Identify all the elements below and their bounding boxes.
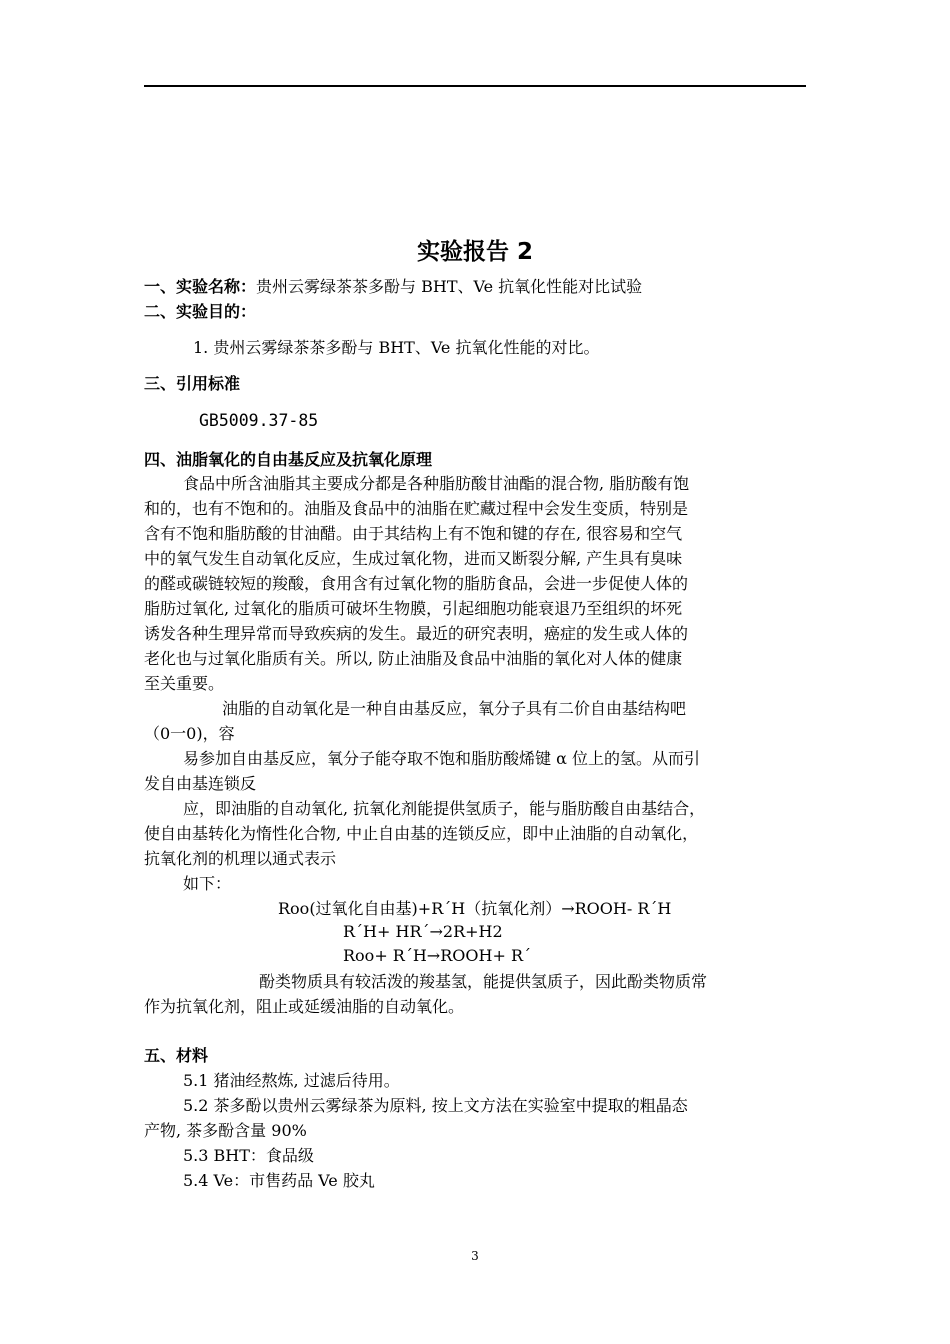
page-number: 3	[471, 1249, 479, 1263]
paragraph-2-line: 使自由基转化为惰性化合物, 中止自由基的连锁反应，即中止油脂的自动氧化，	[144, 824, 699, 843]
standard-code: GB5009.37-85	[199, 411, 319, 430]
material-item: 5.2 茶多酚以贵州云雾绿茶为原料, 按上文方法在实验室中提取的粗晶态	[183, 1096, 688, 1115]
section-5-heading: 五、材料	[144, 1046, 209, 1065]
section-1-heading: 一、实验名称：	[144, 277, 257, 296]
paragraph-1-line: 的醛或碳链较短的羧酸，食用含有过氧化物的脂肪食品，会进一步促使人体的	[144, 574, 689, 593]
formula-line: Roo(过氧化自由基)+R´H（抗氧化剂）→ROOH- R´H	[278, 899, 672, 918]
material-item: 5.4 Ve：市售药品 Ve 胶丸	[183, 1171, 375, 1190]
paragraph-1-line: 脂肪过氧化, 过氧化的脂质可破坏生物膜，引起细胞功能衰退乃至组织的坏死	[144, 599, 683, 618]
header-rule	[144, 85, 806, 87]
material-item: 产物, 茶多酚含量 90%	[144, 1121, 307, 1140]
paragraph-2-line: 油脂的自动氧化是一种自由基反应，氧分子具有二价自由基结构吧	[222, 699, 687, 718]
paragraph-1-line: 老化也与过氧化脂质有关。所以, 防止油脂及食品中油脂的氧化对人体的健康	[144, 649, 683, 668]
paragraph-1-line: 诱发各种生理异常而导致疾病的发生。最近的研究表明，癌症的发生或人体的	[144, 624, 689, 643]
paragraph-1-line: 至关重要。	[144, 674, 225, 693]
paragraph-2-line: 应，即油脂的自动氧化, 抗氧化剂能提供氢质子，能与脂肪酸自由基结合，	[183, 799, 706, 818]
paragraph-2-line: 抗氧化剂的机理以通式表示	[144, 849, 337, 868]
section-1-line	[144, 276, 642, 298]
formula-line: R´H+ HR´→2R+H2	[343, 922, 503, 941]
paragraph-1-line: 食品中所含油脂其主要成分都是各种脂肪酸甘油酯的混合物, 脂肪酸有饱	[183, 474, 690, 493]
paragraph-2-line: 发自由基连锁反	[144, 774, 257, 793]
section-4-heading: 四、油脂氧化的自由基反应及抗氧化原理	[144, 450, 433, 469]
material-item: 5.1 猪油经熬炼, 过滤后待用。	[183, 1071, 400, 1090]
paragraph-1-line: 中的氧气发生自动氧化反应，生成过氧化物，进而又断裂分解, 产生具有臭味	[144, 549, 683, 568]
section-2-heading: 二、实验目的：	[144, 302, 257, 321]
paragraph-2-line: （0一0)，容	[144, 724, 235, 743]
paragraph-2-line: 如下：	[183, 874, 232, 893]
section-2-item: 1. 贵州云雾绿茶茶多酚与 BHT、Ve 抗氧化性能的对比。	[193, 338, 600, 357]
paragraph-1-line: 含有不饱和脂肪酸的甘油醋。由于其结构上有不饱和键的存在, 很容易和空气	[144, 524, 683, 543]
formula-line: Roo+ R´H→ROOH+ R´	[343, 946, 531, 965]
paragraph-1-line: 和的，也有不饱和的。油脂及食品中的油脂在贮藏过程中会发生变质，特别是	[144, 499, 689, 518]
paragraph-3-line: 酚类物质具有较活泼的羧基氢，能提供氢质子，因此酚类物质常	[259, 972, 708, 991]
material-item: 5.3 BHT：食品级	[183, 1146, 314, 1165]
section-3-heading: 三、引用标准	[144, 374, 241, 393]
paragraph-3-line: 作为抗氧化剂，阻止或延缓油脂的自动氧化。	[144, 997, 465, 1016]
section-1-text: 贵州云雾绿茶茶多酚与 BHT、Ve 抗氧化性能对比试验	[256, 277, 643, 296]
page-title: 实验报告 2	[416, 239, 533, 265]
paragraph-2-line: 易参加自由基反应，氧分子能夺取不饱和脂肪酸烯键 α 位上的氢。从而引	[183, 749, 700, 768]
